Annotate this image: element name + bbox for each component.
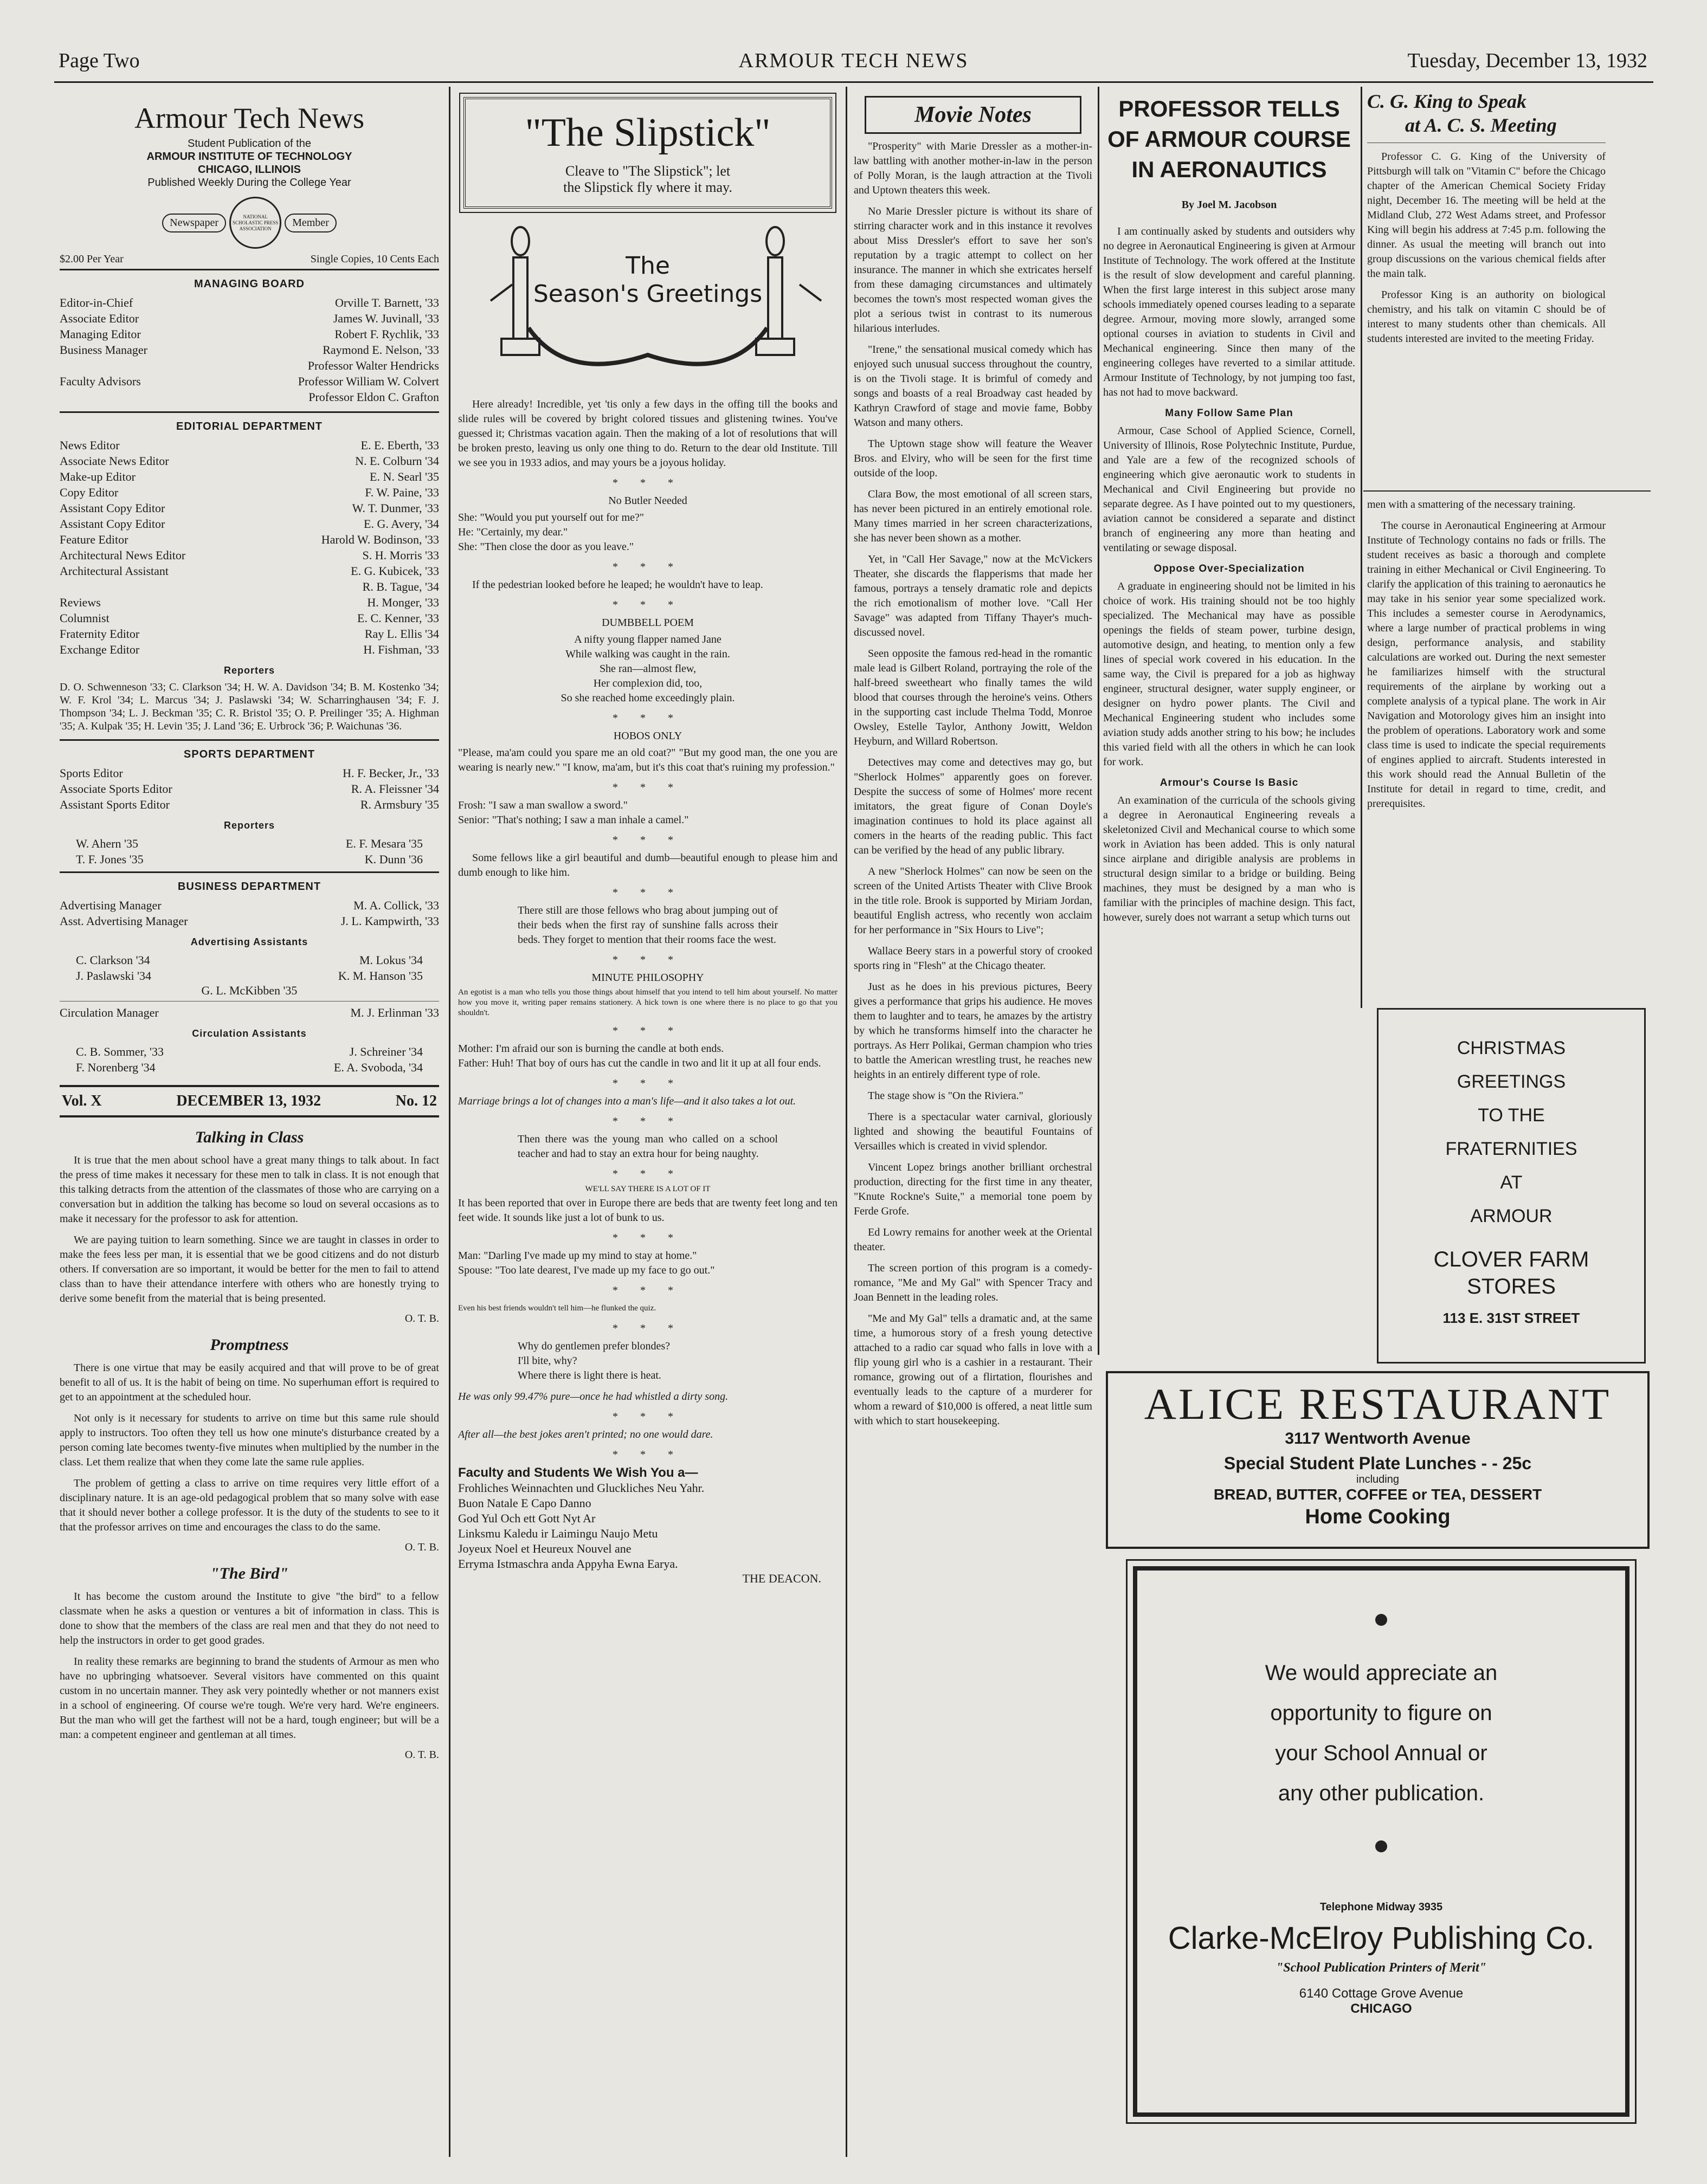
staff-row — [60, 500, 439, 516]
professor-continued — [1367, 493, 1606, 1003]
person: M. A. Collick, '33 — [353, 899, 439, 912]
movie-paragraph: There is a spectacular water carnival, gloriously lighted and showing the beautiful Fountains of Versailles which is created in vivid splendor. — [854, 1111, 1092, 1152]
wish-line: Erryma Istmaschra anda Appyha Ewna Earya. — [458, 1557, 678, 1571]
person: H. Fishman, '33 — [363, 643, 439, 656]
father-line: Father: Huh! That boy of ours has cut the candle in two and lit it up at all four ends. — [458, 1057, 821, 1069]
promptness-signature: O. T. B. — [404, 1541, 439, 1553]
movie-paragraph: The stage show is "On the Riviera." — [868, 1090, 1023, 1102]
bird-signature: O. T. B. — [404, 1749, 439, 1761]
butler-heading: No Butler Needed — [608, 495, 687, 507]
person: N. E. Colburn '34 — [355, 454, 439, 468]
price-year: $2.00 Per Year — [60, 253, 124, 265]
person: Orville T. Barnett, '33 — [335, 296, 439, 309]
movie-paragraph: "Prosperity" with Marie Dressler as a mother-in-law battling with another mother-in-law in the person of Polly Moran, is the laugh attraction at the Tivoli and Uptown theaters this week. — [854, 140, 1092, 196]
movie-paragraph: The Uptown stage show will feature the Weaver Bros. and Elviry, who will be seen for the first time outside of the loop. — [854, 438, 1092, 479]
role: Associate Editor — [60, 312, 139, 325]
movie-paragraph: No Marie Dressler picture is without its share of stirring character work and in this instance it revolves about Miss Dressler's effort to save her son's reputation by a tragic attempt to collect on her insurance. The manner in which she extricates herself from these damaging circumstances and ultimately becomes the town's most respected woman gives the plot a serious twist in contrast to its numerous hilarious interludes. — [854, 205, 1092, 334]
professor-byline: By Joel M. Jacobson — [1181, 199, 1277, 211]
teacher-joke: Then there was the young man who called on a school teacher and had to stay an extra hour for being naughty. — [518, 1133, 778, 1160]
assistant-row — [60, 1044, 439, 1059]
blondes-line-2: I'll bite, why? — [518, 1355, 577, 1367]
person: F. Norenberg '34 — [76, 1061, 156, 1074]
column-rule-1 — [449, 87, 450, 2157]
alice-items: BREAD, BUTTER, COFFEE or TEA, DESSERT — [1213, 1486, 1542, 1503]
badge-left: Newspaper — [162, 214, 226, 232]
lot-heading: WE'LL SAY THERE IS A LOT OF IT — [585, 1185, 711, 1193]
talking-p2: We are paying tuition to learn something. Since we are taught in classes in order to make the fees less per man, it is essential that we be good citizens and do not disturb others. If conversation are so important, it would be better for the men to fail to attend class than to have their attendance interfere with others who are honestly trying to derive some benefit from the material that is being presented. — [60, 1234, 439, 1304]
frosh-line-1: Frosh: "I saw a man swallow a sword." — [458, 799, 628, 811]
poem-line-4: Her complexion did, too, — [593, 677, 703, 689]
promptness-p3: The problem of getting a class to arrive on time requires very little effort of a disciplinary nature. It is an age-old pedagogical problem that so many solve with ease that it should never bother a college professor. It is the duty of the students to see to it that the professor arrives on time and encourages the class to do the same. — [60, 1477, 439, 1533]
clarke-slogan: "School Publication Printers of Merit" — [1276, 1961, 1487, 1975]
king-p1: Professor C. G. King of the University of Pittsburgh will talk on "Vitamin C" before the Chicago chapter of the American Chemical Society Friday night, December 16. The meeting will be held at the Midland Club, 272 West Adams street, and Professor King will begin his address at 7:45 p.m. following the dinner. As usual the meeting will branch out into group discussions on the various chemical fields after the main talk. — [1367, 151, 1606, 280]
movie-column — [854, 89, 1092, 2154]
role: Feature Editor — [60, 533, 128, 546]
person: J. L. Kampwirth, '33 — [340, 914, 439, 928]
staff-row — [60, 595, 439, 610]
greetings-text — [469, 252, 827, 308]
clarke-name: Clarke-McElroy Publishing Co. — [1168, 1921, 1595, 1956]
basic-text: An examination of the curricula of the schools giving a degree in Aeronautical Engineering reveals a skeletonized Civil and Mechanical course to which some work in Aviation has been added. This is only natural since airplane and dirigible analysis are problems in structural design similar to a bridge or building. Being machines, they must be designed by a man who is familiar with the principles of machine design. This fact, however, surely does not warrant a setup which turns out — [1103, 794, 1355, 923]
deacon-signature: THE DEACON. — [742, 1572, 821, 1585]
price-single: Single Copies, 10 Cents Each — [310, 253, 439, 265]
king-headline — [1367, 89, 1606, 137]
circulation-manager — [60, 1005, 439, 1020]
person: W. Ahern '35 — [76, 837, 138, 850]
alice-including: including — [1356, 1474, 1399, 1485]
person: F. W. Paine, '33 — [365, 486, 439, 499]
circ-assistants-title: Circulation Assistants — [192, 1028, 307, 1039]
slipstick-title: "The Slipstick" — [525, 111, 771, 155]
slipstick-intro: Here already! Incredible, yet 'tis only a few days in the offing till the books and slide rules will be covered by bright colored tissues and glistening twines. You've guessed it; Christmas vacation again. Then the making of a lot of resolutions that will be broken presto, leaving us only one thing to do. Return to the dear old Institute. Till we see you in 1933 adios, and may yours be a joyous holiday. — [458, 398, 838, 469]
role: Assistant Copy Editor — [60, 501, 165, 515]
king-column — [1367, 89, 1606, 501]
clarke-line: opportunity to figure on — [1270, 1701, 1492, 1725]
butler-2: He: "Certainly, my dear." — [458, 526, 568, 538]
king-p2: Professor King is an authority on biological chemistry, and his talk on vitamin C should be of interest to many students other than chemicals. All students interested are invited to the meeting Friday. — [1367, 289, 1606, 345]
sports-reporters-title: Reporters — [223, 820, 275, 831]
assistant-row — [60, 968, 439, 984]
sports-dept-list — [60, 765, 439, 812]
wish-line: Linksmu Kaledu ir Laimingu Naujo Metu — [458, 1527, 658, 1540]
pure-joke: He was only 99.47% pure—once he had whistled a dirty song. — [458, 1391, 729, 1403]
staff-row — [60, 484, 439, 500]
staff-row — [60, 437, 439, 453]
staff-row — [60, 532, 439, 547]
poem-line-1: A nifty young flapper named Jane — [574, 634, 722, 645]
minute-heading: MINUTE PHILOSOPHY — [591, 972, 704, 984]
staff-row — [60, 797, 439, 812]
poem-heading: DUMBBELL POEM — [602, 617, 694, 629]
minute-philosophy: An egotist is a man who tells you those things about himself that you intend to tell him about yourself. No matter how you move it, writing paper remains stationery. A hick town is one where there is no place to go that you shouldn't. — [458, 988, 838, 1017]
badge-right: Member — [285, 214, 337, 232]
volume-bar — [60, 1085, 439, 1117]
movie-paragraph: Clara Bow, the most emotional of all screen stars, has never been pictured in an entirely emotional role. Many times married in her screen characterizations, she has never been shown as a mother. — [854, 488, 1092, 544]
masthead-sub1: Student Publication of the — [188, 138, 311, 150]
still-joke: There still are those fellows who brag about jumping out of their beds when the first ray of sunshine falls across their beds. They forget to mention that their rooms face the west. — [518, 904, 778, 946]
king-headline-1: C. G. King to Speak — [1367, 91, 1527, 112]
clover-name-2: STORES — [1467, 1275, 1556, 1298]
lot-joke: It has been reported that over in Europe there are beds that are twenty feet long and ten feet wide. It sounds like just a lot of bunk to us. — [458, 1197, 838, 1224]
headline-1: PROFESSOR TELLS — [1118, 96, 1340, 121]
talking-title: Talking in Class — [195, 1128, 304, 1146]
fellows-joke: Some fellows like a girl beautiful and dumb—beautiful enough to please him and dumb enough to like him. — [458, 852, 838, 878]
alice-home: Home Cooking — [1305, 1505, 1451, 1528]
clover-line: GREETINGS — [1457, 1071, 1566, 1092]
clarke-mcelroy-ad — [1133, 1566, 1629, 2117]
clover-line: FRATERNITIES — [1445, 1139, 1577, 1159]
person: K. Dunn '36 — [364, 852, 423, 866]
business-dept-list — [60, 897, 439, 929]
role: Editor-in-Chief — [60, 296, 133, 309]
alice-address: 3117 Wentworth Avenue — [1285, 1430, 1471, 1448]
staff-row — [60, 453, 439, 469]
person: Robert F. Rychlik, '33 — [334, 327, 439, 341]
staff-row — [60, 563, 439, 579]
staff-row — [60, 516, 439, 532]
volume-date: DECEMBER 13, 1932 — [176, 1093, 321, 1109]
clover-name-1: CLOVER FARM — [1433, 1248, 1589, 1271]
masthead-title: Armour Tech News — [134, 102, 365, 134]
editorial-reporters-title: Reporters — [223, 665, 275, 676]
alice-restaurant-ad — [1106, 1371, 1650, 1549]
movie-paragraph: Wallace Beery stars in a powerful story of crooked sports ring in "Flesh" at the Chicago theater. — [854, 945, 1092, 972]
movie-text — [854, 139, 1092, 1429]
masthead-column — [60, 89, 439, 2154]
slipstick-box — [463, 97, 832, 209]
clarke-city: CHICAGO — [1350, 2001, 1412, 2016]
person: E. G. Avery, '34 — [364, 517, 439, 531]
volume-number: Vol. X — [62, 1093, 102, 1109]
clover-address: 113 E. 31ST STREET — [1442, 1310, 1580, 1326]
many-heading: Many Follow Same Plan — [1165, 408, 1293, 419]
staff-row — [60, 610, 439, 626]
person: E. F. Mesara '35 — [345, 837, 423, 850]
bird-p1: It has become the custom around the Institute to give "the bird" to a fellow classmate when he asks a question or ventures a bit of information in class. This is done to show that the members of the class are real men and that they do not need to help the instructors in order to get good grades. — [60, 1591, 439, 1646]
person: H. Monger, '33 — [367, 596, 439, 609]
friends-joke: Even his best friends wouldn't tell him—he flunked the quiz. — [458, 1304, 656, 1313]
role: Business Manager — [60, 343, 147, 357]
bullet-icon — [1375, 1614, 1387, 1626]
person: E. E. Eberth, '33 — [360, 438, 439, 452]
person: M. Lokus '34 — [359, 953, 423, 967]
many-text: Armour, Case School of Applied Science, Cornell, University of Illinois, Rose Polytechnic Institute, Purdue, and Yale are a few of the recognized schools of engineering which give aeronautic work to students in Mechanical and Civil Engineering but provide no separate degree. As I have pointed out to my questioners, aviation cannot be considered a separate and distinct branch of engineering any more than heating and ventilating or sewage disposal. — [1103, 425, 1355, 554]
reporter-row — [60, 836, 439, 851]
clover-greetings — [1379, 1031, 1644, 1233]
editorial-reporters: D. O. Schwenneson '33; C. Clarkson '34; H. W. A. Davidson '34; B. M. Kostenko '34; W. F. Krol '34; L. Marcus '34; J. Paslawski '34; W. Scharringhausen '34; F. J. Thompson '34; L. J. Beckman '35; C. R. Bristol '35; O. P. Preilinger '35; A. Highman '35; A. Kulpak '35; H. Levin '35; J. Land '36; E. Urbrock '36; P. Waichunas '36. — [60, 681, 439, 732]
promptness-title: Promptness — [210, 1336, 289, 1354]
clover-line: AT — [1500, 1172, 1523, 1193]
slipstick-motto-1: Cleave to "The Slipstick"; let — [565, 163, 731, 179]
staff-row — [60, 469, 439, 484]
darling-line-1: Man: "Darling I've made up my mind to stay at home." — [458, 1250, 697, 1262]
blondes-line-3: Where there is light there is heat. — [518, 1369, 661, 1381]
assistant-row — [60, 1059, 439, 1075]
seasons-greetings-art — [469, 219, 827, 382]
sports-dept-title: SPORTS DEPARTMENT — [183, 748, 315, 760]
person: E. N. Searl '35 — [370, 470, 439, 483]
person: R. Armsbury '35 — [360, 798, 439, 811]
person: M. J. Erlinman '33 — [350, 1006, 439, 1019]
person: E. C. Kenner, '33 — [357, 611, 439, 625]
movie-paragraph: "Irene," the sensational musical comedy which has enjoyed such unusual success throughout the country, is on the Tivoli stage. It is brimful of comedy and songs and boasts of a real Broadway cast headed by Kathryn Crawford of stage and movie fame, Bobby Watson and many others. — [854, 344, 1092, 429]
staff-row — [60, 626, 439, 642]
professor-cont-1: men with a smattering of the necessary training. — [1367, 499, 1576, 511]
adv-assistants-title: Advertising Assistants — [190, 936, 308, 947]
movie-title: Movie Notes — [865, 96, 1081, 134]
staff-row — [60, 389, 439, 405]
role: Associate Sports Editor — [60, 782, 172, 796]
staff-row — [60, 781, 439, 797]
slipstick-motto-2: the Slipstick fly where it may. — [563, 179, 732, 195]
bullet-icon — [1375, 1840, 1387, 1852]
person: C. Clarkson '34 — [76, 953, 150, 967]
pedestrian-joke: If the pedestrian looked before he leaped; he wouldn't have to leap. — [472, 579, 763, 591]
professor-cont-2: The course in Aeronautical Engineering at Armour Institute of Technology contains no fads or frills. The student receives as basic a thorough and complete training in either Mechanical or Civil Engineering. To clarify the application of this training to aeronautics he may take in his senior year some specialized work. This includes a semester course in Aerodynamics, where a large number of practical problems in wing design, performance analysis, and stability calculations are worked out. During the next semester he familiarizes himself with the structural requirements of the airplane by working out a complete analysis of a typical plane. The work in Air Navigation and Motorology gives him an insight into the problem of operations. Laboratory work and some class time is used to indicate the special requirements of engines applied to aircraft. Students interested in this work should read the Annual Bulletin of the Institute for detail in regard to time, credit, and prerequisites. — [1367, 520, 1606, 810]
promptness-p2: Not only is it necessary for students to arrive on time but this same rule should apply to instructors. Too often they tell us how one minute's disturbance created by a person coming late becomes twenty-five minutes when multiplied by the number in the class. Let them realize that when they come late the same rule applies. — [60, 1412, 439, 1468]
clarke-phone: Telephone Midway 3935 — [1319, 1901, 1443, 1913]
role: Make-up Editor — [60, 470, 136, 483]
person: E. A. Svoboda, '34 — [333, 1061, 423, 1074]
paper-name: ARMOUR TECH NEWS — [738, 49, 969, 72]
movie-paragraph: Yet, in "Call Her Savage," now at the McVickers Theater, she discards the flapperisms that made her famous, portrays a tensely dramatic role and depicts the rich emotionalism of mother love. "Call Her Savage" was adapted from Tiffany Thayer's much-discussed novel. — [854, 553, 1092, 638]
person: Raymond E. Nelson, '33 — [323, 343, 439, 357]
slipstick-column: "The Slipstick" Cleave to "The Slipstick"; let the Slipstick fly where it may. The Season's Greetings Here already! Incredible, yet 'tis only a few days in the offing till the books and slide rules will be covered by bright colored tissues and glistening twines. You've guessed it; Christmas vacation again. Then the making of a lot of resolutions that will be broken presto, leaving us only one thing to do. Return to the dear old Institute. Till we see you in 1933 adios, and may yours be a joyous holiday. * * * No Butler Needed She: "Would you put yourself out for me?" He: "Certainly, my dear." She: "Then close the door as you leave." * * * If the pedestrian looked before he leaped; he wouldn't have to leap. * * * DUMBBELL POEM A nifty young flapper named Jane While walking was caught in the rain. She ran—almost flew, Her complexion did, too, So she reached home exceedingly plain. * * * HOBOS ONLY "Please, ma'am could you spare me an old coat?" "But my good man, the one you are wearing is nearly new." "I know, ma'am, but it's this coat that's ruining my profession." * * * Frosh: "I saw a man swallow a sword." Senior: "That's nothing; I saw a man inhale a camel." * * * Some fellows like a girl beautiful and dumb—beautiful enough to please him and dumb enough to like him. * * * There still are those fellows who brag about jumping out of their beds when the first ray of sunshine falls across their beds. They forget to mention that their rooms face the west. * * * MINUTE PHILOSOPHY An egotist is a man who tells you those things about himself that you intend to tell him about yourself. No matter how you move it, writing paper remains stationery. A hick town is one where there is no place to go that you shouldn't. * * * Mother: I'm afraid our son is burning the candle at both ends. Father: Huh! That boy of ours has cut the candle in two and lit it up at all four ends. * * * Marriage brings a lot of changes into a man's life—and it also takes a lot out. * * * Then there was the young man who called on a school teacher and had to stay an extra hour for being naughty. * * * WE'LL SAY THERE IS A LOT OF IT It has been reported that over in Europe there are beds that are twenty feet long and ten feet wide. It sounds like just a lot of bunk to us. * * * Man: "Darling I've made up my mind to stay at home." Spouse: "Too late dearest, I've made up my face to go out." * * * Even his best friends wouldn't tell him—he flunked the quiz. * * * Why do gentlemen prefer blondes? I'll bite, why? Where there is light there is heat. He was only 99.47% pure—once he had whistled a dirty song. * * * After all—the best jokes aren't printed; no one would dare. * * * Faculty and Students We Wish You a— Frohliches Weinnachten und Gluckliches Neu Yahr. Buon Natale E Capo Danno God Yul Och ett Gott Nyt Ar Linksmu Kaledu ir Laimingu Naujo Metu Joyeux Noel et Heureux Nouvel ane Erryma Istmaschra anda Appyha Ewna Earya. THE DEACON. — [458, 89, 838, 2154]
poem-line-2: While walking was caught in the rain. — [565, 648, 730, 660]
oppose-heading: Oppose Over-Specialization — [1154, 563, 1305, 574]
clarke-address: 6140 Cottage Grove Avenue — [1299, 1986, 1464, 2001]
darling-line-2: Spouse: "Too late dearest, I've made up my face to go out." — [458, 1264, 715, 1276]
staff-row — [60, 765, 439, 781]
clover-line: ARMOUR — [1470, 1206, 1553, 1226]
person: Ray L. Ellis '34 — [364, 627, 439, 641]
person: R. B. Tague, '34 — [362, 580, 439, 593]
role: Copy Editor — [60, 486, 119, 499]
bird-p2: In reality these remarks are beginning to brand the students of Armour as men who have no upbringing whatsoever. Several visitors have commented on this quaint custom in no uncertain manner. They ask very pointedly whether or not manners exist in a school of engineering. Of course we're tough. We're very hard. We're engineers. But the man who will get the farthest will not be a hard, tough engineer; but will be a man: a competent engineer and gentleman at all times. — [60, 1656, 439, 1741]
clarke-line: your School Annual or — [1275, 1741, 1487, 1765]
wish-line: Joyeux Noel et Heureux Nouvel ane — [458, 1542, 632, 1555]
role: Assistant Copy Editor — [60, 517, 165, 531]
staff-row — [60, 897, 439, 913]
masthead-sub3: CHICAGO, ILLINOIS — [198, 164, 301, 176]
poem-line-3: She ran—almost flew, — [599, 663, 697, 675]
person: R. A. Fleissner '34 — [351, 782, 439, 796]
role: Associate News Editor — [60, 454, 169, 468]
masthead-sub4: Published Weekly During the College Year — [147, 177, 351, 189]
role: News Editor — [60, 438, 120, 452]
frosh-line-2: Senior: "That's nothing; I saw a man inhale a camel." — [458, 814, 689, 826]
person: J. Paslawski '34 — [76, 969, 152, 983]
person: Professor William W. Colvert — [298, 374, 439, 388]
staff-row — [60, 642, 439, 657]
bird-title: "The Bird" — [210, 1565, 289, 1582]
person: Harold W. Bodinson, '33 — [321, 533, 439, 546]
role: Advertising Manager — [60, 899, 162, 912]
jokes-joke: After all—the best jokes aren't printed; no one would dare. — [458, 1429, 713, 1440]
role: Architectural Assistant — [60, 564, 169, 578]
oppose-text: A graduate in engineering should not be limited in his choice of work. His training should not be too highly specialized. The Mechanical may have as possible openings the fields of steam power, turbine design, automotive design, and heating, to mention only a few lines of special work covered in his education. In the same way, the Civil is prepared for a job as highway engineer, structural designer, water supply engineer, or designer on hydro power plants. The Civil and Mechanical Engineering student who includes some aviation study adds another string to his bow; he includes this varied field with all the others in which he can look for work. — [1103, 580, 1355, 768]
staff-row — [60, 311, 439, 326]
column-rule-3 — [1098, 87, 1099, 1355]
role: Faculty Advisors — [60, 374, 141, 388]
movie-paragraph: Seen opposite the famous red-head in the romantic male lead is Gilbert Roland, portraying the role of the half-breed sweetheart who finally tames the wild blood that courses through the heroine's veins. Others in the supporting cast include Thelma Todd, Monroe Owsley, Estelle Taylor, Anthony Jowitt, Weldon Heyburn, and Willard Robertson. — [854, 648, 1092, 747]
movie-paragraph: Vincent Lopez brings another brilliant orchestral production, directing for the first time in any theater, "Knute Rockne's Suite," a memorial tone poem by Ferde Grofe. — [854, 1161, 1092, 1217]
role: Managing Editor — [60, 327, 141, 341]
header-rule — [54, 81, 1653, 83]
issue-date: Tuesday, December 13, 1932 — [1407, 49, 1647, 72]
clover-farm-ad — [1377, 1008, 1646, 1364]
role: Columnist — [60, 611, 109, 625]
role: Architectural News Editor — [60, 548, 186, 562]
adv-assistants — [60, 952, 439, 984]
basic-heading: Armour's Course Is Basic — [1160, 777, 1299, 789]
person: K. M. Hanson '35 — [338, 969, 423, 983]
movie-paragraph: Just as he does in his previous pictures, Beery gives a performance that grips his audience. He moves them to laughter and to tears, he amazes by the artistry by which he transforms himself into the character he portrays. As Herr Polikai, German champion who tries to battle the American wrestling trust, he reaches new heights in an entirely different type of role. — [854, 981, 1092, 1081]
marriage-joke: Marriage brings a lot of changes into a man's life—and it also takes a lot out. — [458, 1095, 796, 1107]
headline-2: OF ARMOUR COURSE — [1107, 126, 1351, 152]
butler-3: She: "Then close the door as you leave." — [458, 541, 634, 553]
mother-line: Mother: I'm afraid our son is burning the candle at both ends. — [458, 1043, 724, 1055]
wish-list — [458, 1481, 838, 1572]
butler-1: She: "Would you put yourself out for me?" — [458, 512, 644, 524]
column-rule-2 — [846, 87, 847, 2157]
clarke-line: any other publication. — [1278, 1781, 1485, 1805]
movie-paragraph: "Me and My Gal" tells a dramatic and, at the same time, a humorous story of a fresh young detective attached to a radio car squad who falls in love with a flip young girl who is a cashier in a restaurant. Their romance, growing out of a flirtation, flourishes and eventually leads to the capture of a murderer for whom a reward of $10,000 is offered, a neat little sum with which to start housekeeping. — [854, 1313, 1092, 1427]
movie-paragraph: The screen portion of this program is a comedy-romance, "Me and My Gal" with Spencer Tracy and Joan Bennett in the leading roles. — [854, 1262, 1092, 1303]
person: J. Schreiner '34 — [349, 1045, 423, 1058]
promptness-p1: There is one virtue that may be easily acquired and that will prove to be of great benefit to all of us. It is the habit of being on time. No superhuman effort is required to get to an appointment at the scheduled hour. — [60, 1362, 439, 1403]
editorial-dept-title: EDITORIAL DEPARTMENT — [176, 421, 323, 432]
sports-reporters — [60, 836, 439, 867]
adv-assistant-last: G. L. McKibben '35 — [201, 984, 298, 997]
person: Professor Walter Hendricks — [307, 359, 439, 372]
press-badge — [60, 197, 439, 249]
professor-p1: I am continually asked by students and outsiders why no degree in Aeronautical Engineering is given at Armour Institute of Technology. The work offered at the Institute is the result of slow development and careful planning. When the first large interest in this subject arose many schools immediately opened courses leading to a separate degree. Armour, moving more slowly, arranged some optional courses in aviation to students in Civil and Mechanical engineering. Since then many of the engineering colleges have reverted to a similar attitude. Armour Institute of Technology, by not jumping too fast, has not had to move backward. — [1103, 225, 1355, 398]
staff-row — [60, 547, 439, 563]
headline-3: IN AERONAUTICS — [1131, 157, 1327, 182]
person: H. F. Becker, Jr., '33 — [343, 766, 439, 780]
role: Sports Editor — [60, 766, 123, 780]
reporter-row — [60, 851, 439, 867]
wish-line: God Yul Och ett Gott Nyt Ar — [458, 1511, 596, 1525]
wish-line: Frohliches Weinnachten und Gluckliches Neu Yahr. — [458, 1481, 705, 1495]
price-line — [60, 253, 439, 270]
person: T. F. Jones '35 — [76, 852, 144, 866]
blondes-line-1: Why do gentlemen prefer blondes? — [518, 1340, 671, 1352]
talking-signature: O. T. B. — [404, 1313, 439, 1324]
poem-line-5: So she reached home exceedingly plain. — [561, 692, 735, 704]
wish-title: Faculty and Students We Wish You a— — [458, 1465, 698, 1480]
person: C. B. Sommer, '33 — [76, 1045, 164, 1058]
role: Asst. Advertising Manager — [60, 914, 188, 928]
person: Professor Eldon C. Grafton — [308, 390, 439, 404]
professor-headline — [1103, 94, 1355, 185]
alice-special: Special Student Plate Lunches - - 25c — [1223, 1453, 1532, 1473]
clover-line: TO THE — [1478, 1105, 1545, 1126]
masthead-sub2: ARMOUR INSTITUTE OF TECHNOLOGY — [146, 151, 352, 163]
business-dept-title: BUSINESS DEPARTMENT — [177, 881, 321, 893]
staff-row — [60, 342, 439, 358]
staff-row — [60, 295, 439, 311]
column-rule-4 — [1361, 87, 1362, 1008]
person: James W. Juvinall, '33 — [333, 312, 439, 325]
talking-p1: It is true that the men about school have a great many things to talk about. In fact the press of time makes it necessary for these men to talk in class. It is not enough that this talking detracts from the attention of the classmates of those who are carrying on a conversation but in addition the talking has become so loud on several occasions as to make it necessary for the professor to ask for attention. — [60, 1154, 439, 1225]
assistant-row — [60, 952, 439, 968]
clarke-line: We would appreciate an — [1265, 1661, 1498, 1685]
role: Exchange Editor — [60, 643, 140, 656]
managing-board-list — [60, 295, 439, 405]
role: Reviews — [60, 596, 101, 609]
clarke-pitch — [1137, 1653, 1625, 1813]
managing-board-title: MANAGING BOARD — [194, 278, 305, 290]
staff-row — [60, 326, 439, 342]
issue-number: No. 12 — [395, 1093, 437, 1109]
press-seal-icon: NATIONAL SCHOLASTIC PRESS ASSOCIATION — [229, 197, 281, 249]
wish-line: Buon Natale E Capo Danno — [458, 1496, 591, 1510]
staff-row — [60, 373, 439, 389]
person: S. H. Morris '33 — [362, 548, 439, 562]
person: E. G. Kubicek, '33 — [351, 564, 439, 578]
editorial-dept-list — [60, 437, 439, 657]
greetings-line-1: The — [626, 252, 670, 280]
greetings-line-2: Season's Greetings — [533, 280, 763, 308]
page-number: Page Two — [59, 49, 140, 72]
movie-paragraph: Detectives may come and detectives may go, but "Sherlock Holmes" apparently goes on forever. Despite the success of some of Holmes' more recent imitators, the great figure of Conan Doyle's imagination continues to hold its place against all comers in the hearts of the reading public. This fact can be verified by the head of any public library. — [854, 757, 1092, 856]
staff-row — [60, 579, 439, 595]
movie-paragraph: A new "Sherlock Holmes" can now be seen on the screen of the United Artists Theater with Clive Brook in the title role. Brook is supported by Miriam Jordan, beautiful English actress, who recently won acclaim for her performance in "Six Hours to Live"; — [854, 865, 1092, 936]
alice-name: ALICE RESTAURANT — [1144, 1379, 1612, 1429]
role: Circulation Manager — [60, 1006, 159, 1019]
staff-row — [60, 913, 439, 929]
staff-row — [60, 358, 439, 373]
person: W. T. Dunmer, '33 — [352, 501, 439, 515]
role: Assistant Sports Editor — [60, 798, 170, 811]
hobos-heading: HOBOS ONLY — [613, 730, 682, 742]
clover-line: CHRISTMAS — [1457, 1038, 1566, 1058]
hobos-joke: "Please, ma'am could you spare me an old coat?" "But my good man, the one you are wearing is nearly new." "I know, ma'am, but it's this coat that's ruining my profession." — [458, 747, 838, 773]
movie-paragraph: Ed Lowry remains for another week at the Oriental theater. — [854, 1226, 1092, 1253]
king-rule — [1363, 490, 1651, 492]
role: Fraternity Editor — [60, 627, 140, 641]
king-headline-2: at A. C. S. Meeting — [1405, 114, 1557, 136]
circ-assistants — [60, 1044, 439, 1075]
